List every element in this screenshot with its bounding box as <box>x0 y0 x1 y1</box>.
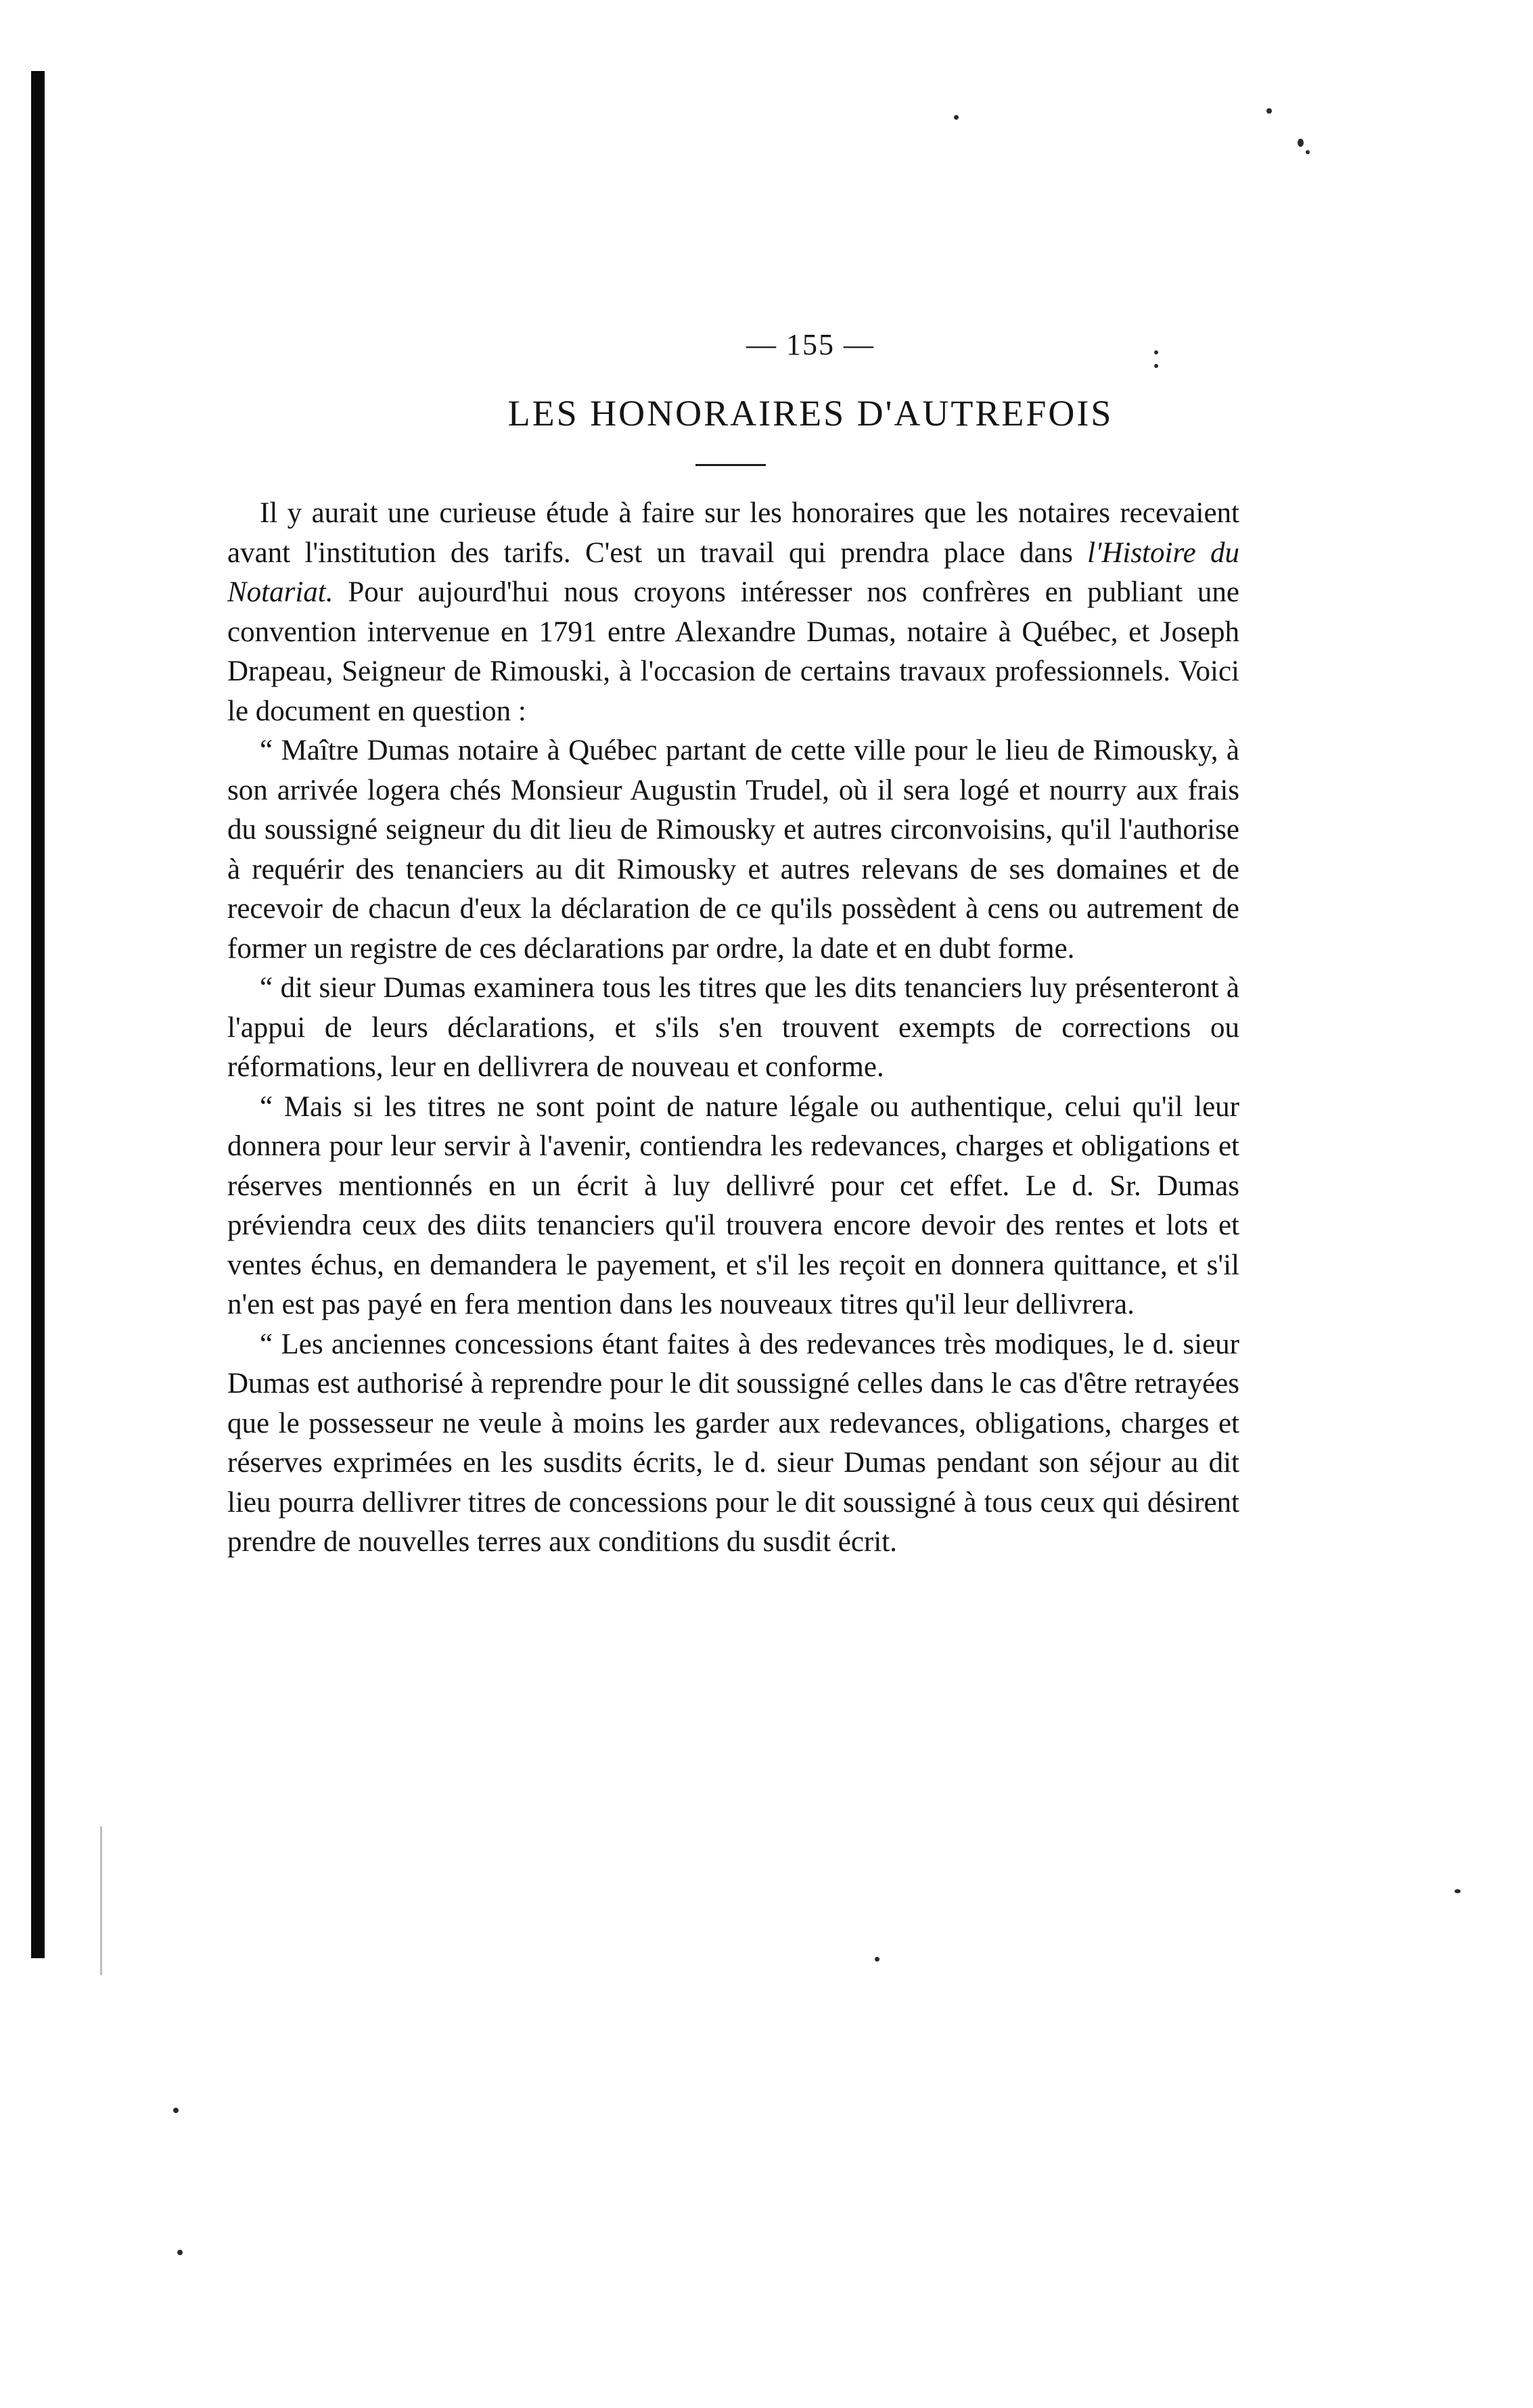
scan-speck <box>173 2108 179 2113</box>
page-title: LES HONORAIRES D'AUTREFOIS <box>507 393 1114 434</box>
scan-speck <box>875 1957 879 1962</box>
article-body <box>227 494 1239 1562</box>
paragraph-quote-2: “ dit sieur Dumas examinera tous les titres que les dits tenanciers luy présenteront à l'appui de leurs déclarations, et s'ils s'en trouvent exempts de corrections ou réformations, leur en dellivrera de nouveau et conforme. <box>227 972 1239 1083</box>
title-rule <box>695 464 766 466</box>
scan-speck <box>1298 139 1304 147</box>
scan-edge-mark <box>100 1826 102 1975</box>
page-number: — 155 — <box>746 328 875 361</box>
paragraph-intro <box>227 494 1239 731</box>
paragraph-quote-1: “ Maître Dumas notaire à Québec partant de cette ville pour le lieu de Rimousky, à son arrivée logera chés Monsieur Augustin Trudel, où il sera logé et nourry aux frais du soussigné seigneur du dit lieu de Rimousky et autres circonvoisins, qu'il l'authorise à requérir des tenanciers au dit Rimousky et autres relevans de ses domaines et de recevoir de chacun d'eux la déclaration de ce qu'ils possèdent à cens ou autrement de former un registre de ces déclarations par ordre, la date et en dubt forme. <box>227 735 1239 965</box>
scan-speck <box>1306 150 1310 154</box>
paragraph-quote-4: “ Les anciennes concessions étant faites à des redevances très modiques, le d. sieur Dumas est authorisé à reprendre pour le dit soussigné celles dans le cas d'être retrayées que le possesseur ne veule à moins les garder aux redevances, obligations, charges et réserves exprimées en les susdits écrits, le d. sieur Dumas pendant son séjour au dit lieu pourra dellivrer titres de concessions pour le dit soussigné à tous ceux qui désirent prendre de nouvelles terres aux conditions du susdit écrit. <box>227 1328 1239 1558</box>
intro-text: Il y aurait une curieuse étude à faire sur les honoraires que les notaires recevaient avant l'institution des tarifs. C'est un travail qui prendra place dans <box>227 497 1239 569</box>
scan-speck <box>1455 1889 1461 1893</box>
scan-speck <box>954 115 959 120</box>
paragraph-quote-3: “ Mais si les titres ne sont point de nature légale ou authentique, celui qu'il leur donnera pour leur servir à l'avenir, contiendra les redevances, charges et obligations et réserves mentionnés en un écrit à luy dellivré pour cet effet. Le d. Sr. Dumas préviendra ceux des diits tenanciers qu'il trouvera encore devoir des rentes et lots et ventes échus, en demandera le payement, et s'il les reçoit en donnera quittance, et s'il n'en est pas payé en fera mention dans les nouveaux titres qu'il leur dellivrera. <box>227 1090 1239 1320</box>
scan-speck <box>177 2250 183 2255</box>
scan-speck <box>1154 364 1158 368</box>
scan-speck <box>1266 108 1272 114</box>
intro-text-continued: Pour aujourd'hui nous croyons intéresser nos confrères en publiant une convention intervenue en 1791 entre Alexandre Dumas, notaire à Québec, et Joseph Drapeau, Seigneur de Rimouski, à l'occasion de certains travaux professionnels. Voici le document en question : <box>227 576 1239 727</box>
intro-italic-reference: l'Histoire du Notariat. <box>227 536 1240 608</box>
